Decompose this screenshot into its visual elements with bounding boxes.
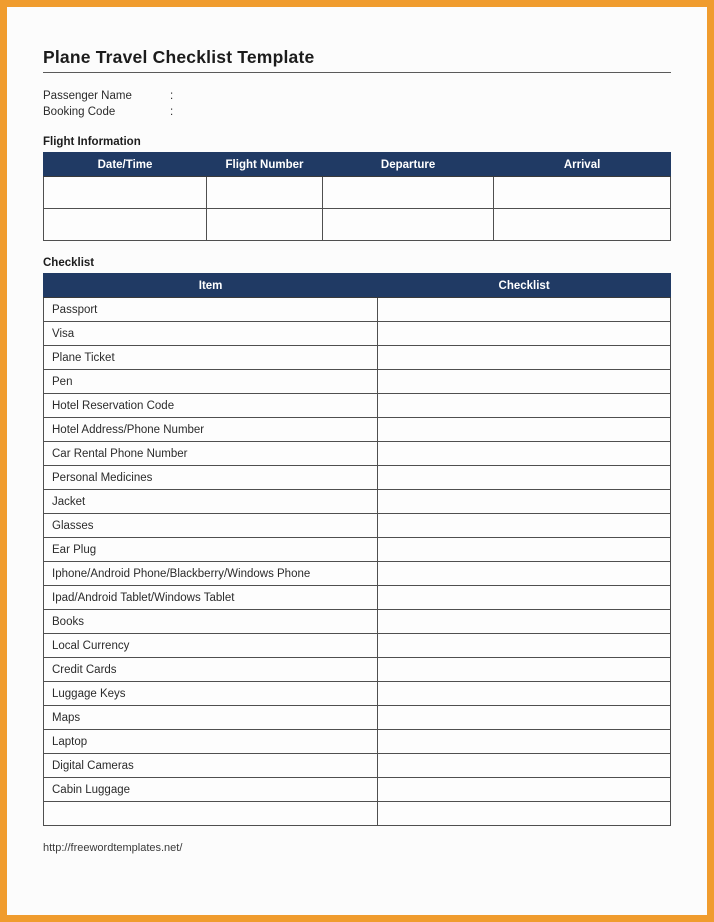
checklist-item-name: Credit Cards — [44, 658, 378, 682]
flight-header-row — [44, 153, 671, 177]
passenger-name-value[interactable] — [180, 88, 671, 104]
table-row — [44, 634, 671, 658]
checklist-table-body — [44, 298, 671, 826]
checklist-item-name — [44, 802, 378, 826]
checklist-check-cell[interactable] — [378, 586, 671, 610]
table-row — [44, 538, 671, 562]
checklist-item-name: Maps — [44, 706, 378, 730]
table-row — [44, 322, 671, 346]
flight-entry-cell[interactable] — [323, 209, 494, 241]
checklist-item-name: Pen — [44, 370, 378, 394]
checklist-check-cell[interactable] — [378, 778, 671, 802]
booking-code-colon: : — [170, 106, 174, 118]
booking-code-row — [43, 104, 671, 120]
flight-column-header: Date/Time — [44, 153, 207, 177]
table-row — [44, 418, 671, 442]
flight-entry-cell[interactable] — [494, 177, 671, 209]
table-row — [44, 730, 671, 754]
table-row — [44, 394, 671, 418]
checklist-item-name: Jacket — [44, 490, 378, 514]
table-row — [44, 610, 671, 634]
table-row — [44, 778, 671, 802]
passenger-fields — [43, 88, 671, 120]
flight-column-header: Arrival — [494, 153, 671, 177]
checklist-item-name: Iphone/Android Phone/Blackberry/Windows Phone — [44, 562, 378, 586]
checklist-item-name: Ipad/Android Tablet/Windows Tablet — [44, 586, 378, 610]
checklist-check-cell[interactable] — [378, 538, 671, 562]
checklist-check-cell[interactable] — [378, 610, 671, 634]
table-row — [44, 466, 671, 490]
flight-entry-cell[interactable] — [494, 209, 671, 241]
checklist-item-name: Personal Medicines — [44, 466, 378, 490]
checklist-check-cell[interactable] — [378, 418, 671, 442]
checklist-item-name: Visa — [44, 322, 378, 346]
checklist-check-cell[interactable] — [378, 658, 671, 682]
flight-entry-cell[interactable] — [44, 177, 207, 209]
table-row — [44, 754, 671, 778]
passenger-name-row — [43, 88, 671, 104]
table-row — [44, 706, 671, 730]
table-row — [44, 346, 671, 370]
footer-url[interactable]: http://freewordtemplates.net/ — [43, 842, 183, 854]
checklist-item-name: Cabin Luggage — [44, 778, 378, 802]
table-row — [44, 209, 671, 241]
checklist-check-cell[interactable] — [378, 298, 671, 322]
checklist-check-cell[interactable] — [378, 706, 671, 730]
checklist-item-name: Local Currency — [44, 634, 378, 658]
table-row — [44, 802, 671, 826]
checklist-item-name: Passport — [44, 298, 378, 322]
checklist-section-heading: Checklist — [43, 257, 95, 269]
table-row — [44, 298, 671, 322]
checklist-item-name: Glasses — [44, 514, 378, 538]
checklist-check-cell[interactable] — [378, 442, 671, 466]
flight-column-header: Flight Number — [207, 153, 323, 177]
checklist-table — [43, 273, 671, 826]
checklist-check-cell[interactable] — [378, 754, 671, 778]
flight-table-body — [44, 177, 671, 241]
checklist-check-cell[interactable] — [378, 682, 671, 706]
flight-entry-cell[interactable] — [207, 177, 323, 209]
flight-section-heading: Flight Information — [43, 136, 141, 148]
checklist-check-cell[interactable] — [378, 346, 671, 370]
booking-code-label: Booking Code — [43, 106, 116, 118]
table-row — [44, 562, 671, 586]
checklist-check-cell[interactable] — [378, 322, 671, 346]
checklist-column-header: Checklist — [378, 274, 671, 298]
checklist-item-name: Laptop — [44, 730, 378, 754]
booking-code-value[interactable] — [180, 104, 671, 120]
checklist-check-cell[interactable] — [378, 634, 671, 658]
checklist-check-cell[interactable] — [378, 466, 671, 490]
passenger-name-colon: : — [170, 90, 174, 102]
flight-entry-cell[interactable] — [44, 209, 207, 241]
table-row — [44, 658, 671, 682]
checklist-item-name: Luggage Keys — [44, 682, 378, 706]
checklist-item-name: Hotel Address/Phone Number — [44, 418, 378, 442]
checklist-check-cell[interactable] — [378, 802, 671, 826]
document-page — [7, 7, 707, 915]
checklist-check-cell[interactable] — [378, 490, 671, 514]
checklist-item-name: Books — [44, 610, 378, 634]
checklist-item-name: Digital Cameras — [44, 754, 378, 778]
checklist-header-row — [44, 274, 671, 298]
page-title: Plane Travel Checklist Template — [43, 47, 671, 73]
flight-entry-cell[interactable] — [207, 209, 323, 241]
checklist-item-name: Hotel Reservation Code — [44, 394, 378, 418]
table-row — [44, 682, 671, 706]
checklist-item-name: Ear Plug — [44, 538, 378, 562]
table-row — [44, 442, 671, 466]
checklist-check-cell[interactable] — [378, 514, 671, 538]
checklist-check-cell[interactable] — [378, 730, 671, 754]
passenger-name-label: Passenger Name — [43, 90, 132, 102]
flight-information-table — [43, 152, 671, 241]
checklist-check-cell[interactable] — [378, 370, 671, 394]
flight-column-header: Departure — [323, 153, 494, 177]
table-row — [44, 586, 671, 610]
table-row — [44, 514, 671, 538]
table-row — [44, 177, 671, 209]
checklist-item-name: Car Rental Phone Number — [44, 442, 378, 466]
checklist-column-header: Item — [44, 274, 378, 298]
table-row — [44, 370, 671, 394]
checklist-check-cell[interactable] — [378, 562, 671, 586]
checklist-item-name: Plane Ticket — [44, 346, 378, 370]
table-row — [44, 490, 671, 514]
checklist-check-cell[interactable] — [378, 394, 671, 418]
flight-entry-cell[interactable] — [323, 177, 494, 209]
